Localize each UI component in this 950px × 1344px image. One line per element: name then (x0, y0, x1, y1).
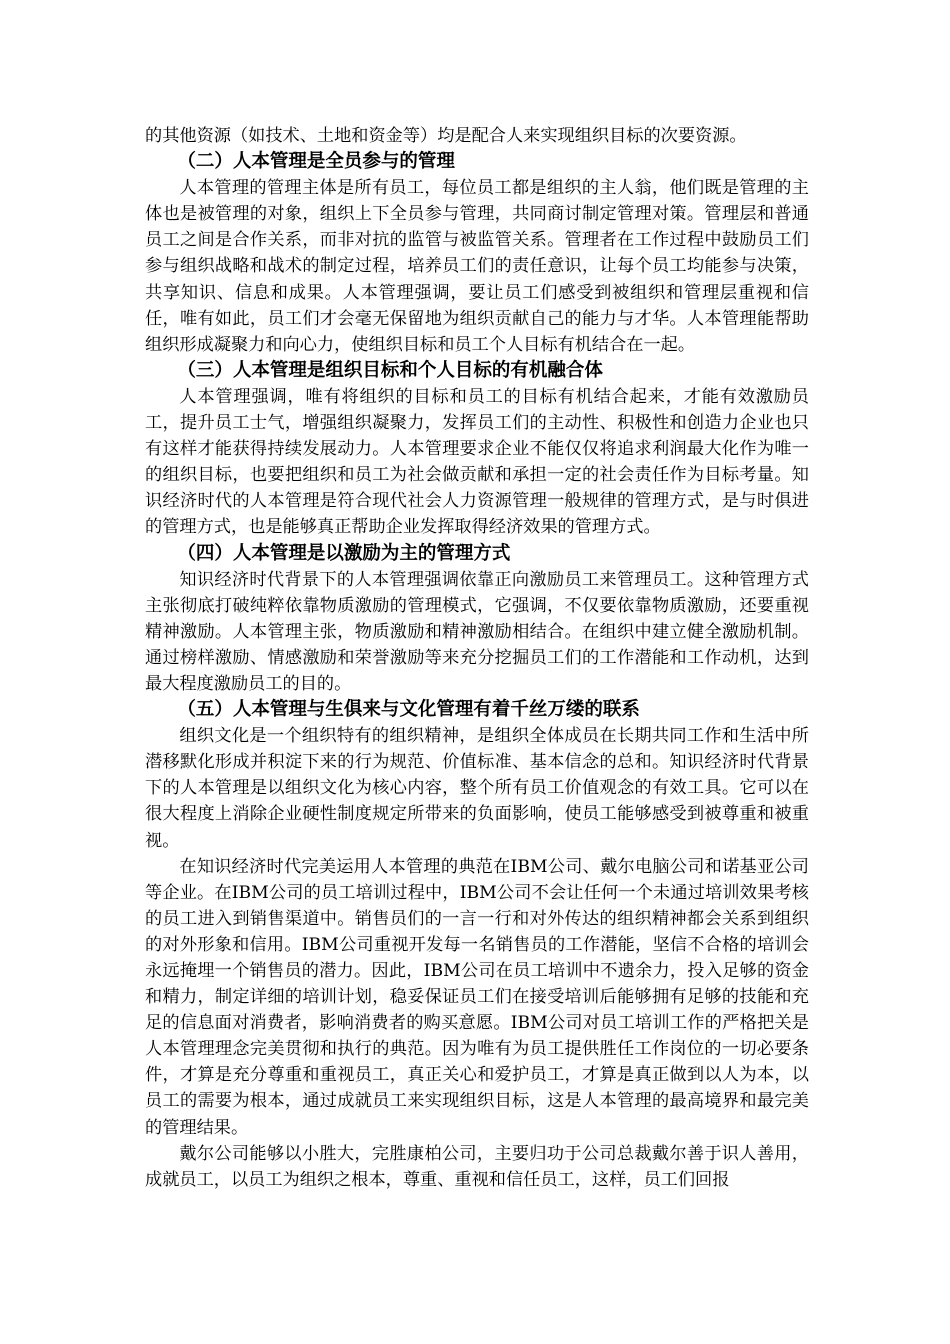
paragraph: 知识经济时代背景下的人本管理强调依靠正向激励员工来管理员工。这种管理方式主张彻底打破纯粹依靠物质激励的管理模式，它强调，不仅要依靠物质激励，还要重视精神激励。人本管理主张，物质激励和精神激励相结合。在组织中建立健全激励机制。通过榜样激励、情感激励和荣誉激励等来充分挖掘员工们的工作潜能和工作动机，达到最大程度激励员工的目的。 (145, 569, 809, 694)
section-heading-2: （二）人本管理是全员参与的管理 (177, 151, 455, 173)
paragraph-continuation: 的其他资源（如技术、土地和资金等）均是配合人来实现组织目标的次要资源。 (145, 126, 747, 146)
section-heading-3: （三）人本管理是组织目标和个人目标的有机融合体 (177, 359, 603, 381)
paragraph: 人本管理的管理主体是所有员工，每位员工都是组织的主人翁，他们既是管理的主体也是被管理的对象，组织上下全员参与管理，共同商讨制定管理对策。管理层和普通员工之间是合作关系，而非对抗的监管与被监管关系。管理者在工作过程中鼓励员工们参与组织战略和战术的制定过程，培养员工们的责任意识，让每个员工均能参与决策，共享知识、信息和成果。人本管理强调，要让员工们感受到被组织和管理层重视和信任，唯有如此，员工们才会毫无保留地为组织贡献自己的能力与才华。人本管理能帮助组织形成凝聚力和向心力，使组织目标和员工个人目标有机结合在一起。 (145, 178, 809, 355)
paragraph: 在知识经济时代完美运用人本管理的典范在IBM公司、戴尔电脑公司和诺基亚公司等企业。在IBM公司的员工培训过程中，IBM公司不会让任何一个未通过培训效果考核的员工进入到销售渠道中。销售员们的一言一行和对外传达的组织精神都会关系到组织的对外形象和信用。IBM公司重视开发每一名销售员的工作潜能，坚信不合格的培训会永远掩埋一个销售员的潜力。因此，IBM公司在员工培训中不遗余力，投入足够的资金和精力，制定详细的培训计划，稳妥保证员工们在接受培训后能够拥有足够的技能和充足的信息面对消费者，影响消费者的购买意愿。IBM公司对员工培训工作的严格把关是人本管理理念完美贯彻和执行的典范。因为唯有为员工提供胜任工作岗位的一切必要条件，才算是充分尊重和重视员工，真正关心和爱护员工，才算是真正做到以人为本，以员工的需要为根本，通过成就员工来实现组织目标，这是人本管理的最高境界和最完美的管理结果。 (145, 856, 809, 1138)
section-heading-5: （五）人本管理与生俱来与文化管理有着千丝万缕的联系 (177, 699, 640, 721)
document-body (145, 123, 809, 1193)
paragraph: 组织文化是一个组织特有的组织精神，是组织全体成员在长期共同工作和生活中所潜移默化形成并积淀下来的行为规范、价值标准、基本信念的总和。知识经济时代背景下的人本管理是以组织文化为核心内容，整个所有员工价值观念的有效工具。它可以在很大程度上消除企业硬性制度规定所带来的负面影响，使员工能够感受到被尊重和被重视。 (145, 726, 809, 851)
paragraph: 戴尔公司能够以小胜大，完胜康柏公司，主要归功于公司总裁戴尔善于识人善用，成就员工，以员工为组织之根本，尊重、重视和信任员工，这样，员工们回报 (145, 1143, 809, 1190)
paragraph: 人本管理强调，唯有将组织的目标和员工的目标有机结合起来，才能有效激励员工，提升员工士气，增强组织凝聚力，发挥员工们的主动性、积极性和创造力企业也只有这样才能获得持续发展动力。人本管理要求企业不能仅仅将追求利润最大化作为唯一的组织目标，也要把组织和员工为社会做贡献和承担一定的社会责任作为目标考量。知识经济时代的人本管理是符合现代社会人力资源管理一般规律的管理方式，是与时俱进的管理方式，也是能够真正帮助企业发挥取得经济效果的管理方式。 (145, 386, 809, 538)
section-heading-4: （四）人本管理是以激励为主的管理方式 (177, 542, 511, 564)
